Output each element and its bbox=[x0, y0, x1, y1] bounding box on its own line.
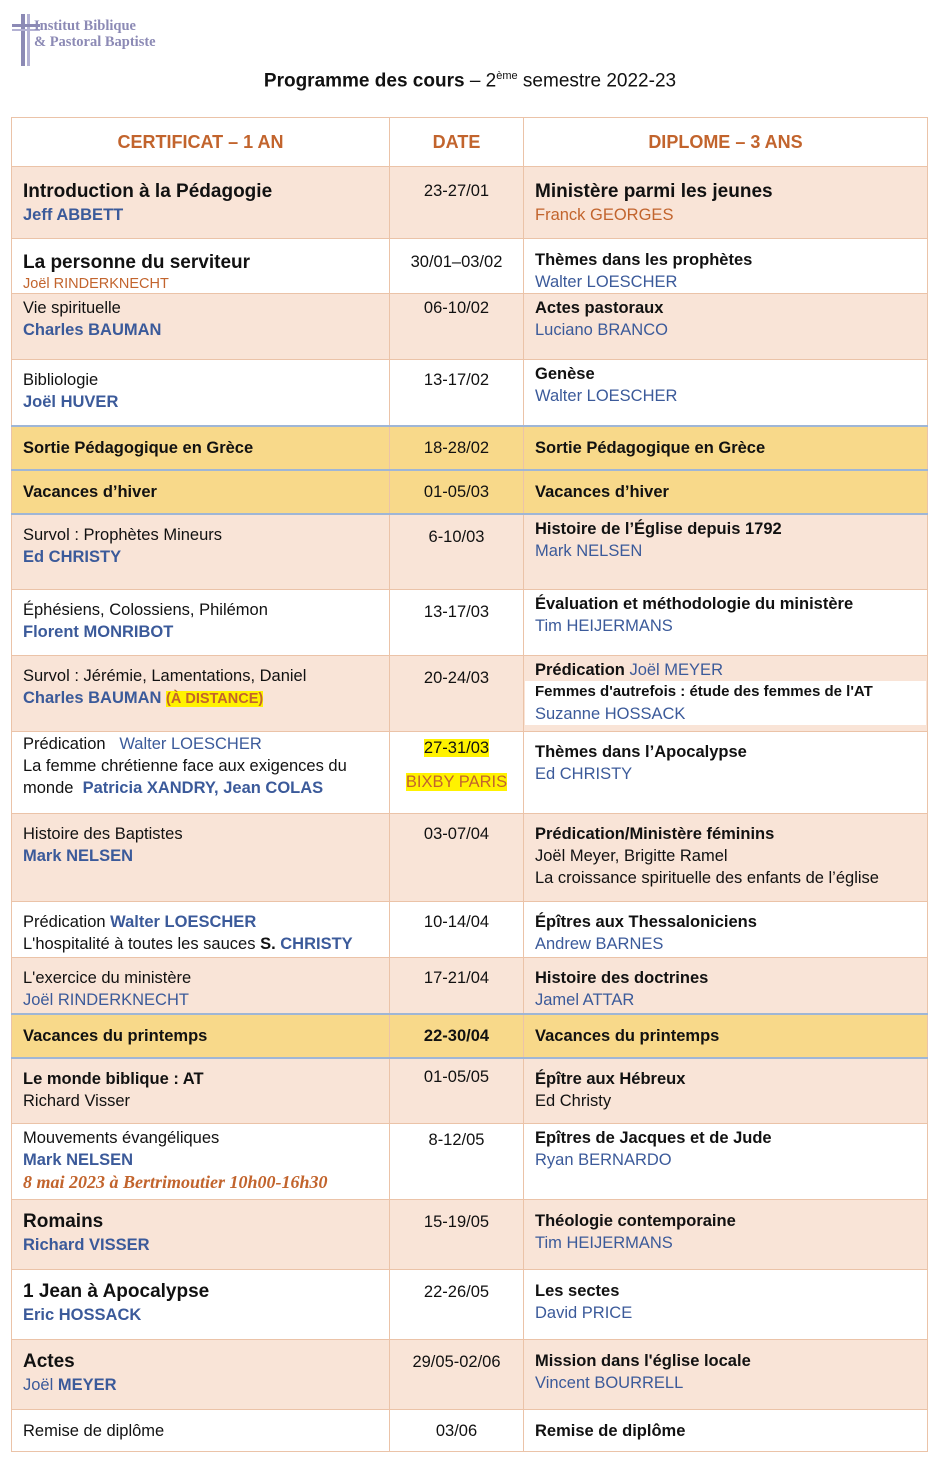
teacher-name: Joël MEYER bbox=[629, 661, 723, 679]
title-bold: Programme des cours bbox=[263, 70, 465, 92]
teacher-name: David PRICE bbox=[535, 1304, 633, 1322]
table-row bbox=[12, 590, 928, 656]
table-row bbox=[12, 1270, 928, 1340]
course-title: Prédication bbox=[535, 661, 625, 679]
course-title: Actes bbox=[23, 1351, 75, 1372]
course-date: 22-26/05 bbox=[390, 1270, 524, 1340]
teacher-name: Walter LOESCHER bbox=[110, 913, 257, 931]
header-diplome: DIPLOME – 3 ANS bbox=[524, 118, 928, 167]
course-title: Bibliologie bbox=[23, 371, 99, 389]
header-certificat: CERTIFICAT – 1 AN bbox=[12, 118, 390, 167]
table-row bbox=[12, 1124, 928, 1200]
course-date: 01-05/05 bbox=[390, 1058, 524, 1124]
teacher-name: Joël RINDERKNECHT bbox=[23, 991, 189, 1009]
teacher-name: Joël RINDERKNECHT bbox=[23, 276, 169, 292]
teacher-name: Ed CHRISTY bbox=[23, 547, 122, 566]
teacher-name: CHRISTY bbox=[280, 935, 353, 953]
course-title: Les sectes bbox=[535, 1282, 620, 1300]
teacher-name: Joël HUVER bbox=[23, 393, 119, 411]
teacher-name: Mark NELSEN bbox=[23, 847, 134, 865]
event-title: Remise de diplôme bbox=[12, 1410, 390, 1452]
teacher-name: Tim HEIJERMANS bbox=[535, 617, 673, 635]
teacher-name: Ed Christy bbox=[535, 1091, 612, 1110]
course-title: Prédication bbox=[23, 913, 106, 931]
table-row bbox=[12, 958, 928, 1014]
course-title: Épîtres aux Thessaloniciens bbox=[535, 913, 757, 931]
teacher-initial: S. bbox=[260, 935, 276, 953]
teacher-name: Joël Meyer, Brigitte Ramel bbox=[535, 847, 728, 865]
teacher-name: Mark NELSEN bbox=[535, 541, 643, 560]
teacher-name: Charles BAUMAN bbox=[23, 689, 162, 707]
table-row bbox=[12, 656, 928, 732]
course-date: 13-17/03 bbox=[390, 590, 524, 656]
distance-badge: (À DISTANCE) bbox=[166, 691, 264, 707]
teacher-name: Suzanne HOSSACK bbox=[525, 703, 926, 725]
course-title: Histoire des doctrines bbox=[535, 969, 709, 987]
course-title: Théologie contemporaine bbox=[535, 1212, 736, 1230]
title-dash: – 2 bbox=[464, 70, 497, 92]
course-title: Vie spirituelle bbox=[23, 299, 121, 317]
teacher-name: Luciano BRANCO bbox=[535, 321, 668, 339]
teacher-name: Jamel ATTAR bbox=[535, 991, 635, 1009]
table-row bbox=[12, 167, 928, 239]
course-date: 17-21/04 bbox=[390, 958, 524, 1014]
course-title: Ministère parmi les jeunes bbox=[535, 181, 773, 202]
teacher-name: Walter LOESCHER bbox=[119, 735, 262, 753]
teacher-name: Charles BAUMAN bbox=[23, 321, 162, 339]
course-title: Survol : Prophètes Mineurs bbox=[23, 525, 223, 544]
event-title: Remise de diplôme bbox=[524, 1410, 928, 1452]
teacher-name: Vincent BOURRELL bbox=[535, 1374, 684, 1392]
course-title: Évaluation et méthodologie du ministère bbox=[535, 595, 854, 613]
teacher-name: Florent MONRIBOT bbox=[23, 623, 174, 641]
teacher-name: Eric HOSSACK bbox=[23, 1306, 142, 1324]
table-row bbox=[12, 732, 928, 814]
course-title: Le monde biblique : AT bbox=[23, 1069, 204, 1088]
table-row bbox=[12, 814, 928, 902]
teacher-name: MEYER bbox=[57, 1376, 117, 1394]
teacher-first-name: Joël bbox=[23, 1376, 54, 1394]
course-title: Prédication bbox=[23, 735, 106, 753]
course-title: Éphésiens, Colossiens, Philémon bbox=[23, 601, 268, 619]
course-title-secondary-end: monde bbox=[23, 779, 74, 797]
course-title: Histoire des Baptistes bbox=[23, 825, 183, 843]
teacher-name: Mark NELSEN bbox=[23, 1151, 134, 1169]
course-title: Thèmes dans les prophètes bbox=[535, 251, 753, 269]
course-title: L'exercice du ministère bbox=[23, 969, 192, 987]
title-sup: ème bbox=[496, 70, 518, 82]
course-title: Introduction à la Pédagogie bbox=[23, 181, 273, 202]
schedule-table bbox=[11, 117, 928, 1452]
table-row bbox=[12, 1340, 928, 1410]
event-title: Vacances du printemps bbox=[12, 1014, 390, 1058]
header-date: DATE bbox=[390, 118, 524, 167]
course-date: 03-07/04 bbox=[390, 814, 524, 902]
table-row bbox=[12, 1058, 928, 1124]
course-title: Mission dans l'église locale bbox=[535, 1352, 751, 1370]
event-title: Sortie Pédagogique en Grèce bbox=[524, 426, 928, 470]
course-title: Epîtres de Jacques et de Jude bbox=[535, 1129, 772, 1147]
course-date: 6-10/03 bbox=[390, 514, 524, 590]
logo-line-2: & Pastoral Baptiste bbox=[34, 34, 156, 50]
course-date: 20-24/03 bbox=[390, 656, 524, 732]
course-date: 27-31/03 bbox=[423, 739, 490, 757]
teacher-name: Tim HEIJERMANS bbox=[535, 1234, 673, 1252]
course-date: 23-27/01 bbox=[390, 167, 524, 239]
event-title: Vacances du printemps bbox=[524, 1014, 928, 1058]
table-row bbox=[12, 1410, 928, 1452]
course-date: 10-14/04 bbox=[390, 902, 524, 958]
table-row bbox=[12, 239, 928, 294]
course-date: 01-05/03 bbox=[390, 470, 524, 514]
table-row bbox=[12, 294, 928, 360]
course-title-secondary: La femme chrétienne face aux exigences du bbox=[23, 757, 347, 775]
event-title: Vacances d’hiver bbox=[12, 470, 390, 514]
location-badge: BIXBY PARIS bbox=[405, 773, 508, 791]
course-title: La personne du serviteur bbox=[23, 252, 251, 273]
teacher-name: Richard VISSER bbox=[23, 1236, 150, 1254]
teacher-name: Ryan BERNARDO bbox=[535, 1151, 672, 1169]
page-title bbox=[0, 70, 940, 92]
course-title-secondary: Femmes d'autrefois : étude des femmes de l'AT bbox=[525, 681, 926, 703]
course-title: 1 Jean à Apocalypse bbox=[23, 1281, 210, 1302]
course-date: 30/01–03/02 bbox=[390, 239, 524, 294]
event-note: 8 mai 2023 à Bertrimoutier 10h00-16h30 bbox=[23, 1172, 328, 1192]
logo-line-1: Institut Biblique bbox=[34, 18, 136, 34]
course-date: 13-17/02 bbox=[390, 360, 524, 426]
table-row bbox=[12, 360, 928, 426]
course-title-secondary: L'hospitalité à toutes les sauces bbox=[23, 935, 256, 953]
course-title: Thèmes dans l’Apocalypse bbox=[535, 743, 747, 761]
course-date: 22-30/04 bbox=[390, 1014, 524, 1058]
course-title: Actes pastoraux bbox=[535, 299, 664, 317]
course-title: Histoire de l’Église depuis 1792 bbox=[535, 519, 782, 538]
course-date: 03/06 bbox=[390, 1410, 524, 1452]
table-row bbox=[12, 470, 928, 514]
course-title: Mouvements évangéliques bbox=[23, 1129, 220, 1147]
teacher-name: Andrew BARNES bbox=[535, 935, 664, 953]
course-date: 15-19/05 bbox=[390, 1200, 524, 1270]
course-title: Romains bbox=[23, 1211, 104, 1232]
course-title: Survol : Jérémie, Lamentations, Daniel bbox=[23, 667, 307, 685]
course-date: 29/05-02/06 bbox=[390, 1340, 524, 1410]
course-title: Épître aux Hébreux bbox=[535, 1069, 686, 1088]
teacher-name: Franck GEORGES bbox=[535, 206, 674, 224]
table-row bbox=[12, 1014, 928, 1058]
course-date: 06-10/02 bbox=[390, 294, 524, 360]
table-row bbox=[12, 1200, 928, 1270]
teacher-name: Walter LOESCHER bbox=[535, 387, 678, 405]
event-title: Sortie Pédagogique en Grèce bbox=[12, 426, 390, 470]
teacher-name: Walter LOESCHER bbox=[535, 273, 678, 291]
title-rest: semestre 2022-23 bbox=[517, 70, 677, 92]
teacher-name: Richard Visser bbox=[23, 1091, 130, 1110]
table-row bbox=[12, 514, 928, 590]
course-date: 18-28/02 bbox=[390, 426, 524, 470]
event-title: Vacances d’hiver bbox=[524, 470, 928, 514]
course-title: Prédication/Ministère féminins bbox=[535, 825, 775, 843]
teacher-name: Ed CHRISTY bbox=[535, 765, 633, 783]
table-row bbox=[12, 426, 928, 470]
teacher-name: Jeff ABBETT bbox=[23, 206, 124, 224]
course-title-secondary: La croissance spirituelle des enfants de l’église bbox=[535, 869, 879, 887]
table-row bbox=[12, 902, 928, 958]
course-date: 8-12/05 bbox=[390, 1124, 524, 1200]
header-row bbox=[12, 118, 928, 167]
course-title: Genèse bbox=[535, 365, 595, 383]
teacher-name: Patricia XANDRY, Jean COLAS bbox=[82, 779, 324, 797]
